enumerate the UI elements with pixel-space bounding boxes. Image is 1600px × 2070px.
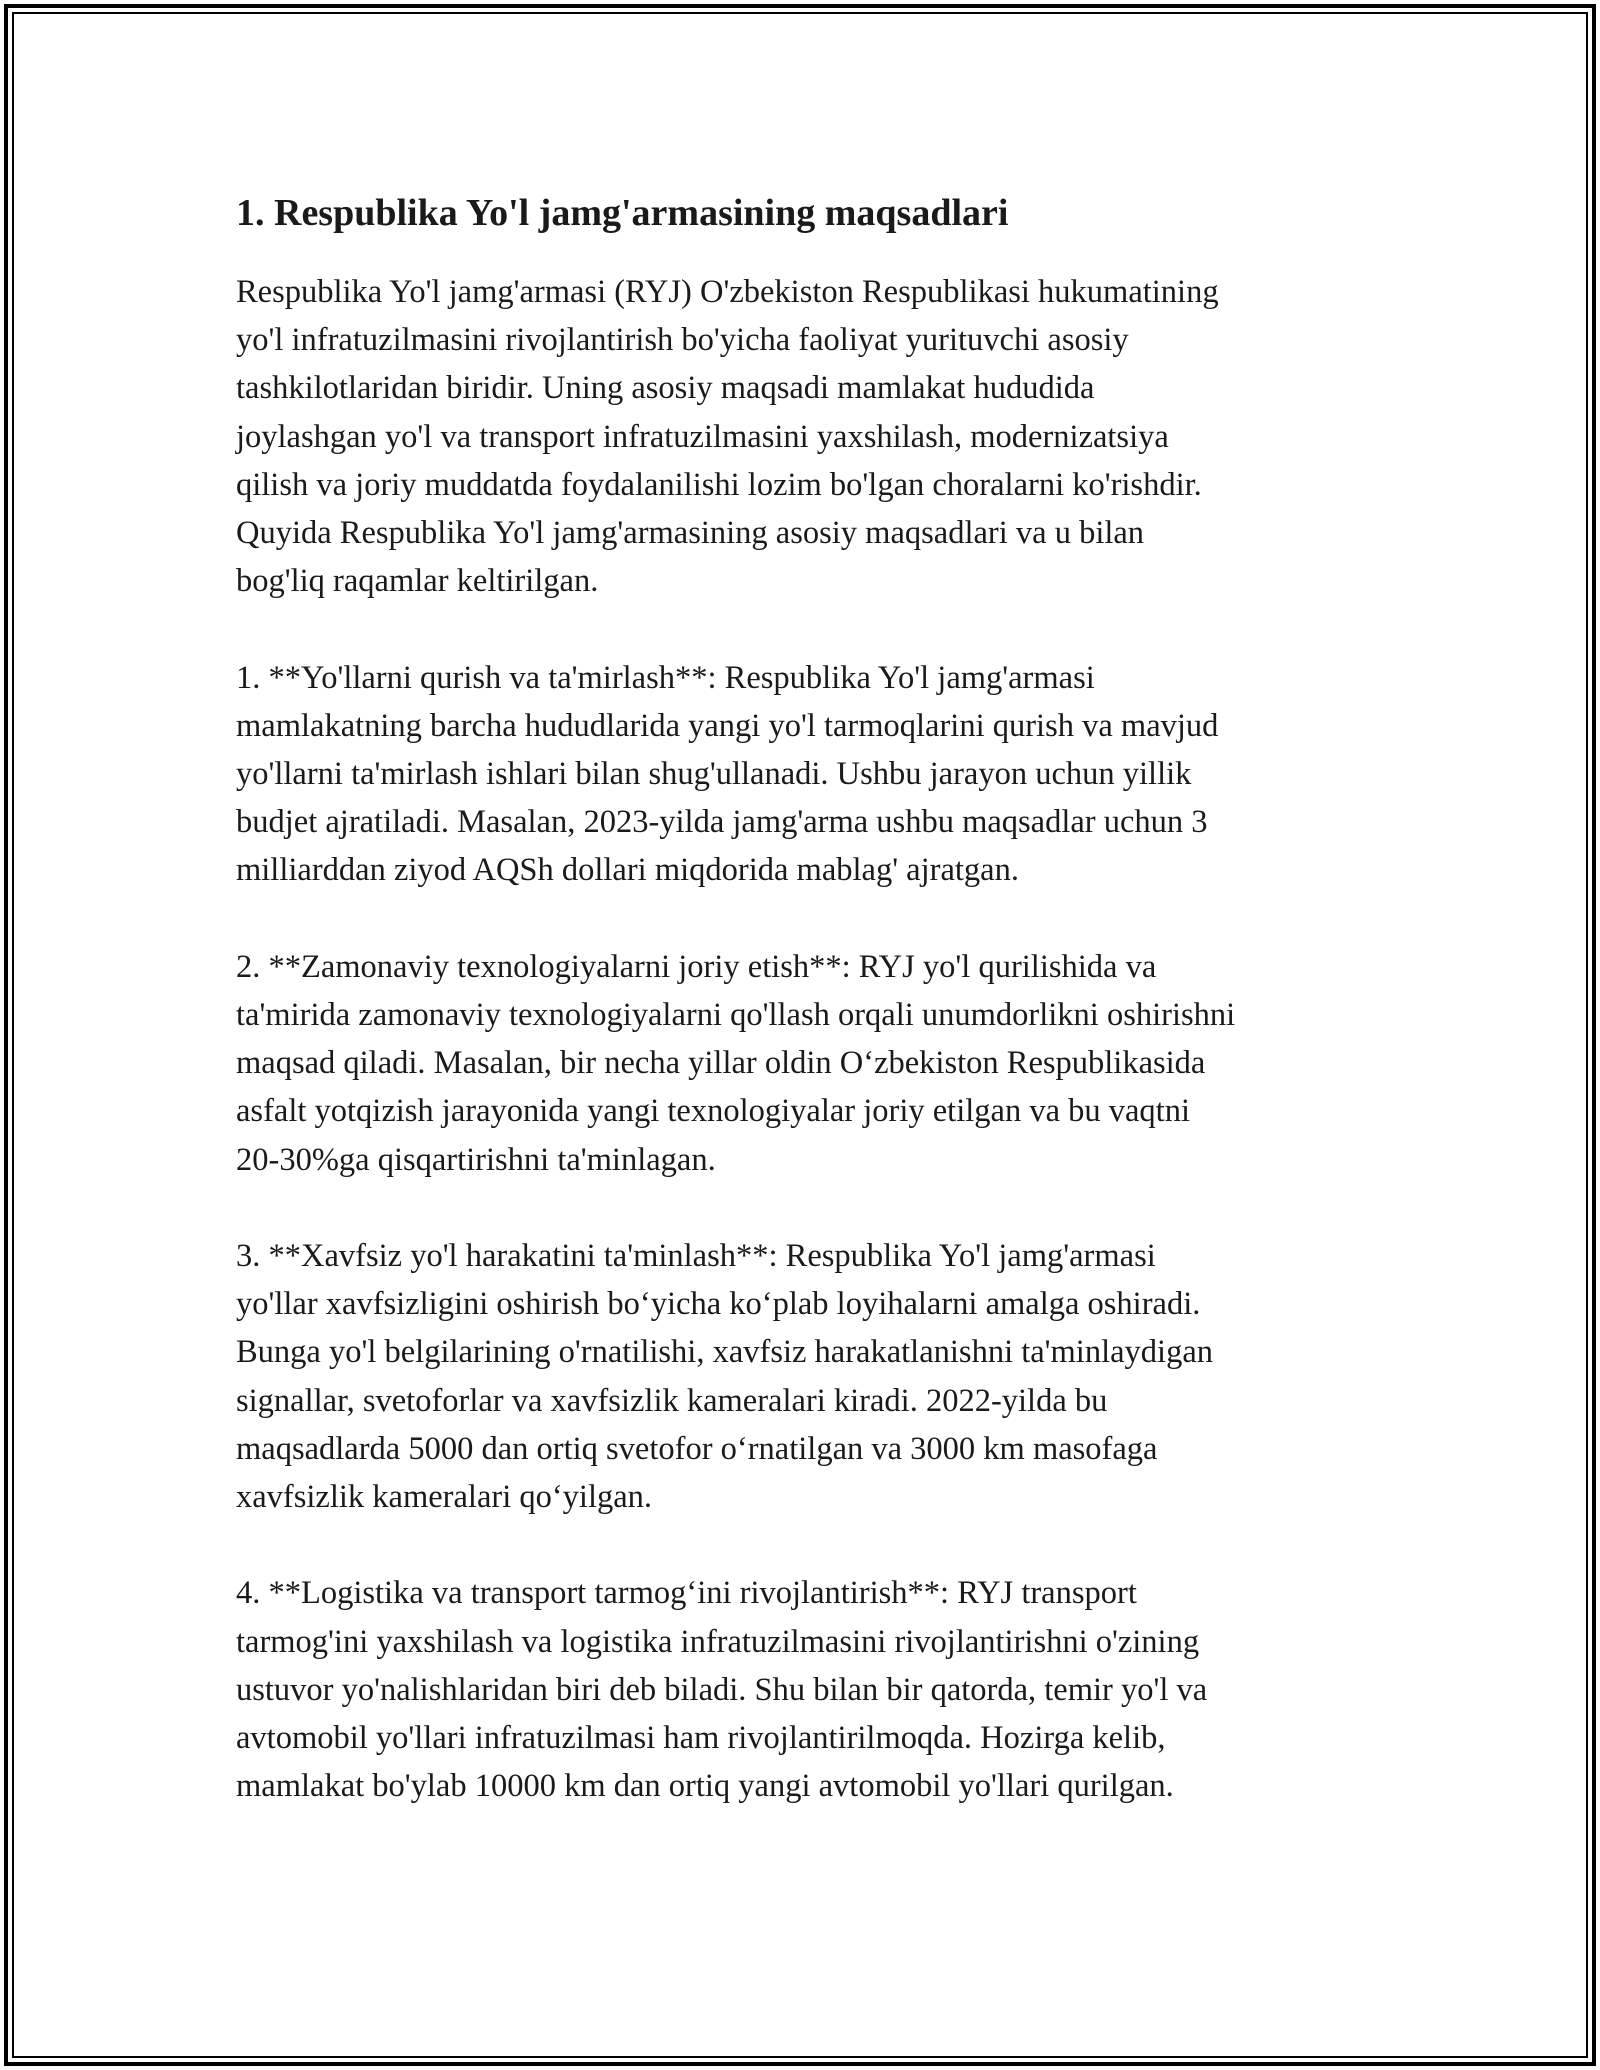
list-item-3-paragraph: 3. **Xavfsiz yo'l harakatini ta'minlash**: Respublika Yo'l jamg'armasi yo'llar xavfsizligini oshirish bo‘yicha ko‘plab loyihalarni amalga oshiradi. Bunga yo'l belgilarining o'rnatilishi, xavfsiz harakatlanishni ta'minlaydigan signallar, svetoforlar va xavfsizlik kameralari kiradi. 2022-yilda bu maqsadlarda 5000 dan ortiq svetofor o‘rnatilgan va 3000 km masofaga xavfsizlik kameralari qo‘yilgan. (236, 1238, 1213, 1516)
document-body (236, 188, 1376, 1810)
document-title: 1. Respublika Yo'l jamg'armasining maqsadlari (236, 192, 1009, 234)
intro-paragraph: Respublika Yo'l jamg'armasi (RYJ) O'zbekiston Respublikasi hukumatining yo'l infratuzilmasini rivojlantirish bo'yicha faoliyat yurituvchi asosiy tashkilotlaridan biridir. Uning asosiy maqsadi mamlakat hududida joylashgan yo'l va transport infratuzilmasini yaxshilash, modernizatsiya qilish va joriy muddatda foydalanilishi lozim bo'lgan choralarni ko'rishdir. Quyida Respublika Yo'l jamg'armasining asosiy maqsadlari va u bilan bog'liq raqamlar keltirilgan. (236, 274, 1219, 600)
list-item-4-paragraph: 4. **Logistika va transport tarmog‘ini rivojlantirish**: RYJ transport tarmog'ini yaxshilash va logistika infratuzilmasini rivojlantirishni o'zining ustuvor yo'nalishlaridan biri deb biladi. Shu bilan bir qatorda, temir yo'l va avtomobil yo'llari infratuzilmasi ham rivojlantirilmoqda. Hozirga kelib, mamlakat bo'ylab 10000 km dan ortiq yangi avtomobil yo'llari qurilgan. (236, 1575, 1208, 1805)
list-item-1-paragraph: 1. **Yo'llarni qurish va ta'mirlash**: Respublika Yo'l jamg'armasi mamlakatning barcha hududlarida yangi yo'l tarmoqlarini qurish va mavjud yo'llarni ta'mirlash ishlari bilan shug'ullanadi. Ushbu jarayon uchun yillik budjet ajratiladi. Masalan, 2023-yilda jamg'arma ushbu maqsadlar uchun 3 milliarddan ziyod AQSh dollari miqdorida mablag' ajratgan. (236, 659, 1219, 889)
list-item-2-paragraph: 2. **Zamonaviy texnologiyalarni joriy etish**: RYJ yo'l qurilishida va ta'mirida zamonaviy texnologiyalarni qo'llash orqali unumdorlikni oshirishni maqsad qiladi. Masalan, bir necha yillar oldin O‘zbekiston Respublikasida asfalt yotqizish jarayonida yangi texnologiyalar joriy etilgan va bu vaqtni 20-30%ga qisqartirishni ta'minlagan. (236, 948, 1236, 1178)
